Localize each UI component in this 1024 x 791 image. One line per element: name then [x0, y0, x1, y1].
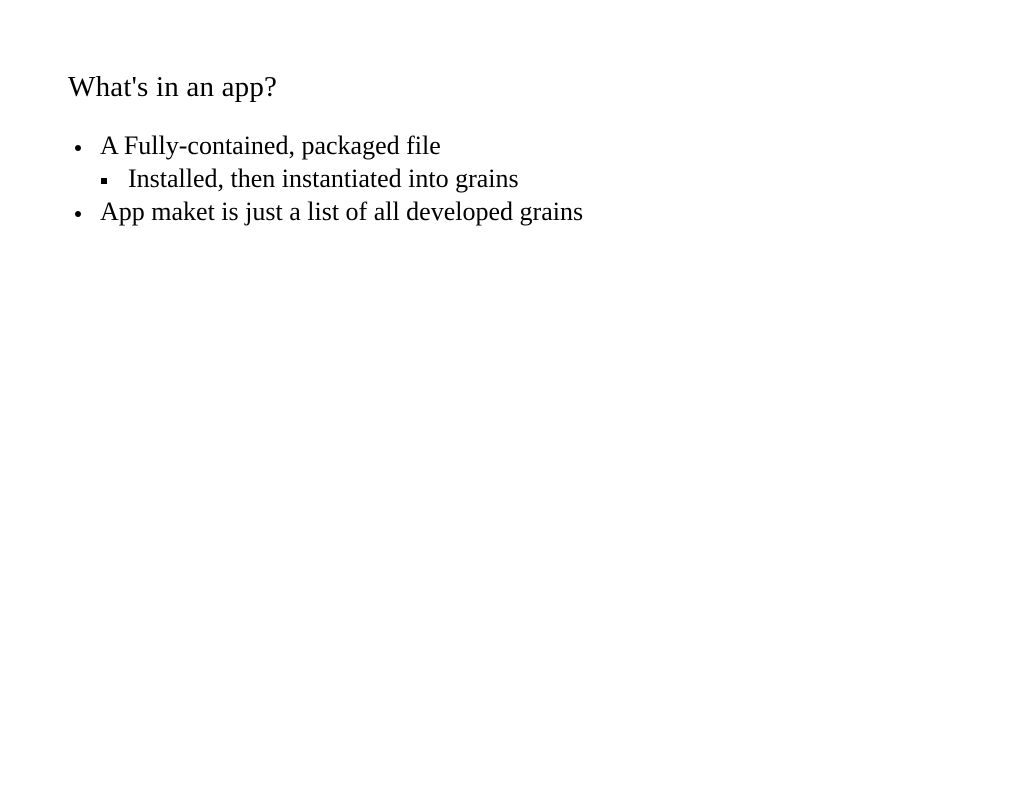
bullet-list	[68, 129, 984, 228]
list-item-text: App maket is just a list of all developed grains	[100, 197, 584, 226]
slide-title: What's in an app?	[68, 71, 278, 103]
sub-list-item	[120, 162, 984, 195]
list-item	[94, 195, 984, 228]
list-item-text: A Fully-contained, packaged file	[100, 131, 441, 160]
sub-bullet-list	[100, 162, 984, 195]
sub-list-item-text: Installed, then instantiated into grains	[128, 164, 519, 193]
list-item	[94, 129, 984, 195]
